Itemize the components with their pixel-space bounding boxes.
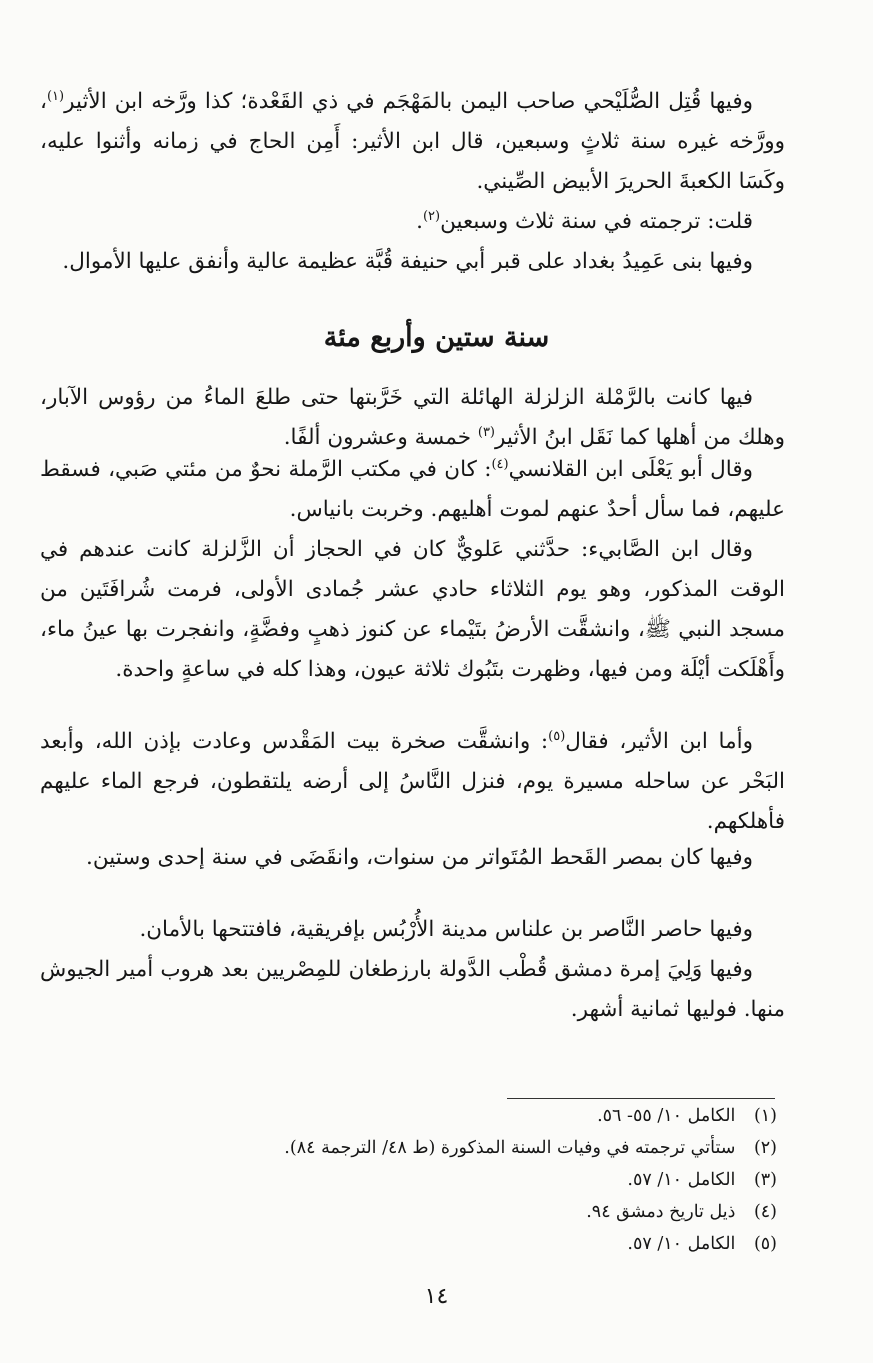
- footnote-text: الكامل ١٠/ ٥٥- ٥٦.: [597, 1106, 736, 1126]
- footnote-number: (٣): [753, 1170, 777, 1190]
- paragraph-sabi: وقال ابن الصَّابيء: حدَّثني عَلويٌّ كان في الحجاز أن الزَّلزلة كانت عندهم في الوقت المذكور، وهو يوم الثلاثاء حادي عشر جُمادى الأولى، فرمت شُرافَتَين من مسجد النبي ﷺ، وانشقَّت الأرضُ بتَيْماء عن كنوز ذهبٍ وفضَّةٍ، وانفجرت بها عينُ ماء، وأَهْلَكت أيْلَة ومن فيها، وظهرت بتَبُوك ثلاثة عيون، وهذا كله في ساعةٍ واحدة.: [40, 537, 785, 682]
- paragraph-egypt: وفيها كان بمصر القَحط المُتَواتر من سنوات، وانقَضَى في سنة إحدى وستين.: [86, 845, 753, 870]
- footnote-text: الكامل ١٠/ ٥٧.: [627, 1234, 736, 1254]
- footnote-text: ذيل تاريخ دمشق ٩٤.: [586, 1202, 736, 1222]
- footnote-text: الكامل ١٠/ ٥٧.: [627, 1170, 736, 1190]
- footnote-number: (٥): [753, 1234, 777, 1254]
- footnote-number: (٤): [753, 1202, 777, 1222]
- footnote-1: [100, 1100, 777, 1132]
- paragraph-nasir: وفيها حاصر النَّاصر بن علناس مدينة الأُرْبُس بإفريقية، فافتتحها بالأمان.: [139, 917, 753, 942]
- footnote-5: [100, 1228, 777, 1260]
- footnote-4: [100, 1196, 777, 1228]
- footnote-2: [100, 1132, 777, 1164]
- footnote-ref: (٢): [422, 209, 441, 224]
- text: قلت: ترجمته في سنة ثلاث وسبعين: [440, 209, 753, 234]
- footnote-3: [100, 1164, 777, 1196]
- text: .: [416, 209, 423, 234]
- text: ، وورَّخه غيره سنة ثلاثٍ وسبعين، قال ابن الأثير: أَمِن الحاج في زمانه وأثنوا عليه، وكَسَا الكعبةَ الحريرَ الأبيض الصِّيني.: [40, 89, 785, 194]
- footnote-ref: (٤): [491, 457, 509, 472]
- text: فيها كانت بالرَّمْلة الزلزلة الهائلة التي خَرَّبتها حتى طلعَ الماءُ من رؤوس الآبار، وهلك من أهلها كما نَقَل ابنُ الأثير: [40, 385, 785, 450]
- paragraph-ramla: [40, 378, 785, 458]
- paragraph-qubba: وفيها بنى عَمِيدُ بغداد على قبر أبي حنيفة قُبَّة عظيمة عالية وأنفق عليها الأموال.: [62, 249, 753, 274]
- text: خمسة وعشرون ألفًا.: [283, 425, 478, 450]
- text: وقال أبو يَعْلَى ابن القلانسي: [508, 457, 754, 482]
- footnote-ref: (١): [46, 89, 65, 104]
- text: وأما ابن الأثير، فقال: [565, 729, 753, 754]
- footnote-text: ستأتي ترجمته في وفيات السنة المذكورة (ط ٤٨/ الترجمة ٨٤).: [284, 1138, 736, 1158]
- paragraph-sulayhi: [40, 82, 785, 202]
- year-heading: سنة ستين وأربع مئة: [323, 322, 550, 353]
- footnote-ref: (٥): [548, 729, 566, 744]
- paragraph-athir: [40, 722, 785, 842]
- paragraph-damascus: وفيها وَلِيَ إمرة دمشق قُطْب الدَّولة بارزطغان للمِصْريين بعد هروب أمير الجيوش منها. فوليها ثمانية أشهر.: [40, 957, 785, 1022]
- paragraph-qalanisi: [40, 450, 785, 530]
- footnote-divider: [507, 1098, 775, 1099]
- text: : كان في مكتب الرَّملة نحوٌ من مئتي صَبي، فسقط عليهم، فما سأل أحدٌ عنهم لموت أهليهم. وخربت بانياس.: [40, 457, 785, 522]
- text: وفيها قُتِل الصُّلَيْحي صاحب اليمن بالمَهْجَم في ذي القَعْدة؛ كذا ورَّخه ابن الأثير: [64, 89, 753, 114]
- footnote-number: (١): [753, 1106, 777, 1126]
- footnote-number: (٢): [753, 1138, 777, 1158]
- page-number: ١٤: [424, 1284, 449, 1309]
- text: : وانشقَّت صخرة بيت المَقْدس وعادت بإذن الله، وأبعد البَحْر عن ساحله مسيرة يوم، فنزل النَّاسُ إلى أرضه يلتقطون، فرجع الماء عليهم فأهلكهم.: [40, 729, 785, 834]
- footnote-ref: (٣): [477, 425, 495, 440]
- paragraph-note: [40, 202, 785, 242]
